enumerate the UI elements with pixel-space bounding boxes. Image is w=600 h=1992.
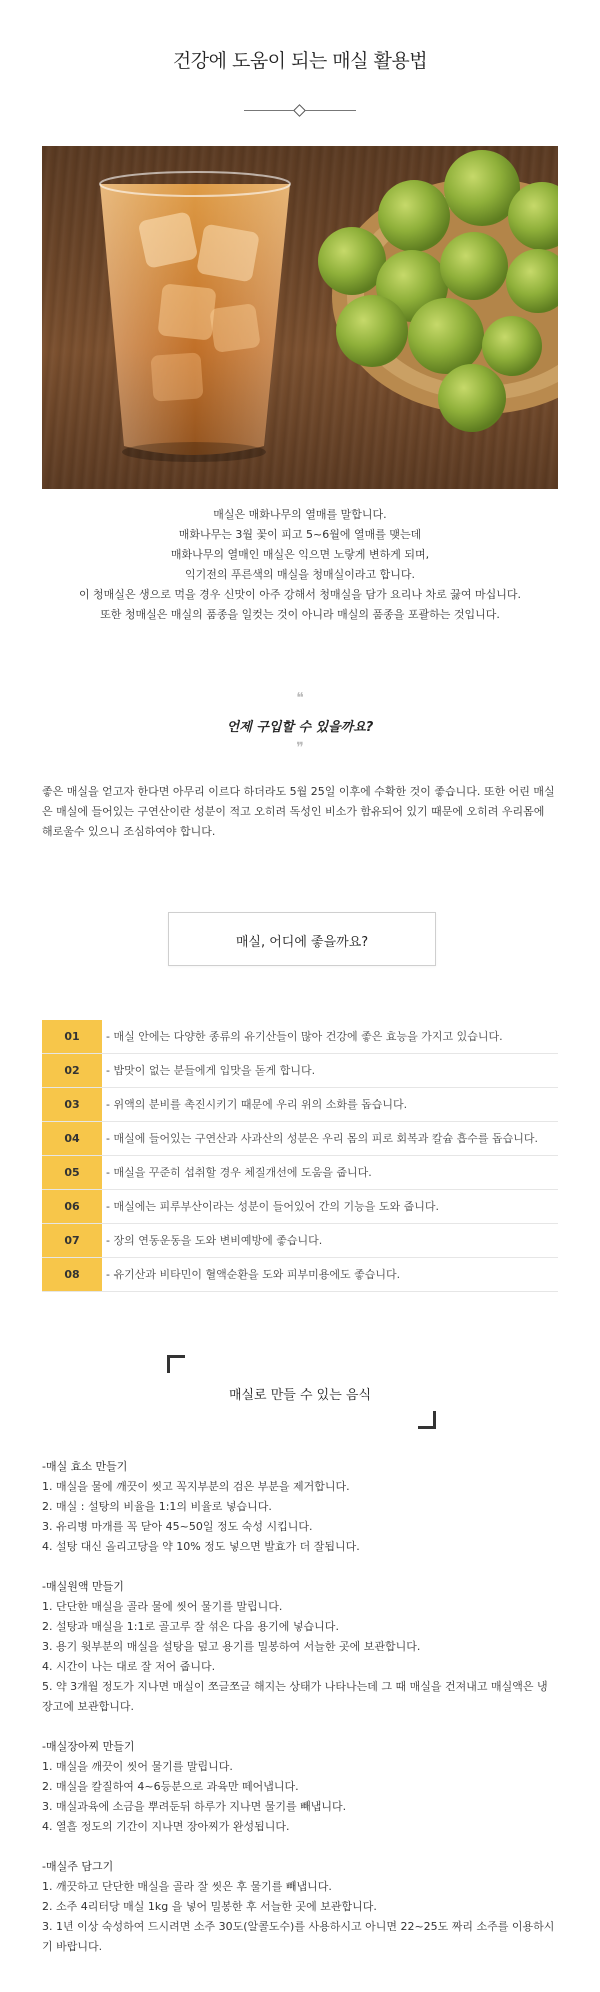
title-divider xyxy=(244,104,356,118)
recipe-block xyxy=(42,1577,558,1717)
page-title: 건강에 도움이 되는 매실 활용법 xyxy=(172,50,428,72)
intro-line: 매화나무는 3월 꽃이 피고 5~6월에 열매를 맺는데 xyxy=(178,528,422,541)
list-item xyxy=(42,1054,558,1088)
benefits-list xyxy=(42,1020,558,1292)
recipe-step: 1. 매실을 깨끗이 씻어 물기를 말립니다. xyxy=(42,1760,233,1773)
intro-line: 이 청매실은 생으로 먹을 경우 신맛이 아주 강해서 청매실을 담가 요리나 차로 끓여 마십니다. xyxy=(78,588,522,601)
hero-illustration xyxy=(42,146,558,489)
intro-line: 매화나무의 열매인 매실은 익으면 노랗게 변하게 되며, xyxy=(170,548,430,561)
open-quote-icon: ❝ xyxy=(296,690,304,706)
item-description: - 위액의 분비를 촉진시키기 때문에 우리 위의 소화를 돕습니다. xyxy=(106,1098,408,1111)
item-description: - 매실을 꾸준히 섭취할 경우 체질개선에 도움을 줍니다. xyxy=(106,1166,372,1179)
item-number-badge: 03 xyxy=(42,1088,102,1121)
recipe-step: 3. 유리병 마개를 꼭 닫아 45~50일 정도 숙성 시킵니다. xyxy=(42,1520,313,1533)
item-number-badge: 01 xyxy=(42,1020,102,1053)
item-description: - 장의 연동운동을 도와 변비예방에 좋습니다. xyxy=(106,1234,323,1247)
intro-line: 매실은 매화나무의 열매를 말합니다. xyxy=(213,508,387,521)
recipe-step: 4. 시간이 나는 대로 잘 저어 줍니다. xyxy=(42,1660,216,1673)
list-item xyxy=(42,1122,558,1156)
recipe-title: -매실주 담그기 xyxy=(42,1860,114,1873)
foods-heading: 매실로 만들 수 있는 음식 xyxy=(228,1388,372,1403)
item-description: - 유기산과 비타민이 혈액순환을 도와 피부미용에도 좋습니다. xyxy=(106,1268,401,1281)
benefits-heading: 매실, 어디에 좋을까요? xyxy=(235,935,369,950)
intro-line: 또한 청매실은 매실의 품종을 일컷는 것이 아니라 매실의 품종을 포괄하는 것입니다. xyxy=(100,608,500,621)
intro-text xyxy=(30,505,570,625)
item-number-badge: 05 xyxy=(42,1156,102,1189)
recipe-step: 5. 약 3개월 정도가 지나면 매실이 쪼글쪼글 해지는 상태가 나타나는데 그 때 매실을 건져내고 매실액은 냉장고에 보관합니다. xyxy=(42,1680,548,1713)
item-description: - 매실에는 피루부산이라는 성분이 들어있어 간의 기능을 도와 줍니다. xyxy=(106,1200,439,1213)
recipe-step: 2. 매실을 칼질하여 4~6등분으로 과육만 떼어냅니다. xyxy=(42,1780,299,1793)
intro-line: 익기전의 푸른색의 매실을 청매실이라고 합니다. xyxy=(184,568,415,581)
recipe-step: 1. 단단한 매실을 골라 물에 씻어 물기를 말립니다. xyxy=(42,1600,283,1613)
recipe-step: 3. 용기 윗부분의 매실을 설탕을 덮고 용기를 밀봉하여 서늘한 곳에 보관합니다. xyxy=(42,1640,421,1653)
recipe-block xyxy=(42,1737,558,1837)
recipe-block xyxy=(42,1457,558,1557)
list-item xyxy=(42,1088,558,1122)
close-quote-icon: ❞ xyxy=(296,740,304,756)
corner-bracket-top-left xyxy=(167,1355,185,1373)
recipe-step: 2. 설탕과 매실을 1:1로 골고루 잘 섞은 다음 용기에 넣습니다. xyxy=(42,1620,339,1633)
recipe-step: 4. 열흘 정도의 기간이 지나면 장아찌가 완성됩니다. xyxy=(42,1820,290,1833)
recipe-step: 3. 매실과육에 소금을 뿌려둔뒤 하루가 지나면 물기를 빼냅니다. xyxy=(42,1800,347,1813)
recipe-title: -매실 효소 만들기 xyxy=(42,1460,128,1473)
purchase-answer-text: 좋은 매실을 얻고자 한다면 아무리 이르다 하더라도 5월 25일 이후에 수확한 것이 좋습니다. 또한 어린 매실은 매실에 들어있는 구연산이란 성분이 적고 오히려 독성인 비소가 함유되어 있기 때문에 오히려 우리몸에 해로울수 있으니 조심하여야 합니다. xyxy=(42,785,555,838)
item-number-badge: 04 xyxy=(42,1122,102,1155)
list-item xyxy=(42,1156,558,1190)
hero-photo-maesil-tea xyxy=(42,146,558,489)
diamond-ornament-icon xyxy=(293,104,306,117)
recipe-block xyxy=(42,1857,558,1957)
item-description: - 매실에 들어있는 구연산과 사과산의 성분은 우리 몸의 피로 회복과 칼슘 흡수를 돕습니다. xyxy=(106,1132,538,1145)
recipe-title: -매실장아찌 만들기 xyxy=(42,1740,135,1753)
benefits-heading-box xyxy=(168,912,436,966)
recipe-step: 4. 설탕 대신 올리고당을 약 10% 정도 넣으면 발효가 더 잘됩니다. xyxy=(42,1540,360,1553)
recipe-title: -매실원액 만들기 xyxy=(42,1580,124,1593)
item-number-badge: 07 xyxy=(42,1224,102,1257)
list-item xyxy=(42,1190,558,1224)
list-item xyxy=(42,1258,558,1292)
item-description: - 매실 안에는 다양한 종류의 유기산들이 많아 건강에 좋은 효능을 가지고 있습니다. xyxy=(106,1030,503,1043)
recipe-step: 1. 깨끗하고 단단한 매실을 골라 잘 씻은 후 물기를 빼냅니다. xyxy=(42,1880,332,1893)
item-description: - 밥맛이 없는 분들에게 입맛을 돋게 합니다. xyxy=(106,1064,316,1077)
list-item xyxy=(42,1020,558,1054)
recipe-step: 2. 매실 : 설탕의 비율을 1:1의 비율로 넣습니다. xyxy=(42,1500,272,1513)
recipe-step: 2. 소주 4리터당 매실 1kg 을 넣어 밀봉한 후 서늘한 곳에 보관합니다. xyxy=(42,1900,377,1913)
recipe-step: 1. 매실을 물에 깨끗이 씻고 꼭지부분의 검은 부분을 제거합니다. xyxy=(42,1480,350,1493)
item-number-badge: 06 xyxy=(42,1190,102,1223)
corner-bracket-bottom-right xyxy=(418,1411,436,1429)
recipe-step: 3. 1년 이상 숙성하여 드시려면 소주 30도(알콜도수)를 사용하시고 아니면 22~25도 짜리 소주를 이용하시기 바랍니다. xyxy=(42,1920,555,1953)
list-item xyxy=(42,1224,558,1258)
item-number-badge: 08 xyxy=(42,1258,102,1291)
recipes-section xyxy=(42,1457,558,1977)
item-number-badge: 02 xyxy=(42,1054,102,1087)
question-heading: 언제 구입할 수 있을까요? xyxy=(226,720,374,735)
